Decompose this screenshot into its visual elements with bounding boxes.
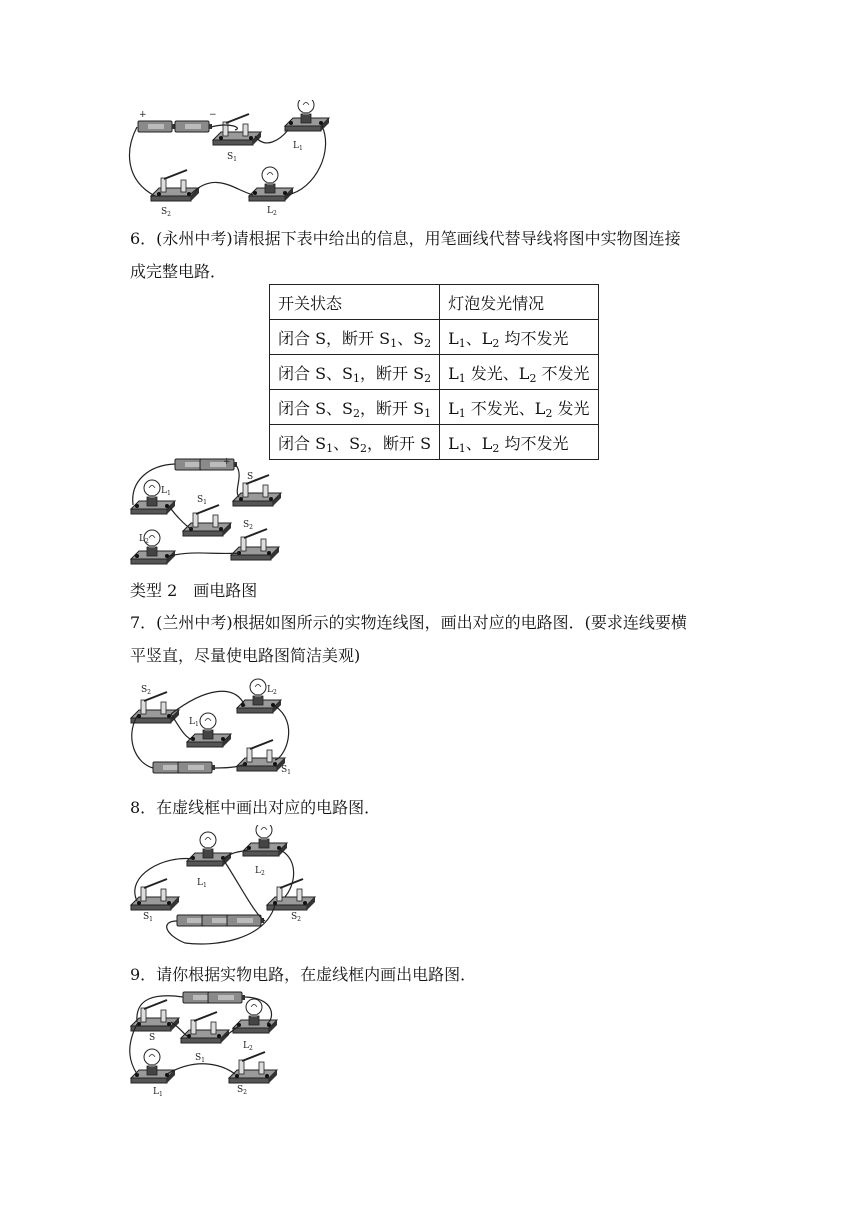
circuit-figure-q5 [125, 100, 335, 220]
table-header-cell: 灯泡发光情况 [440, 285, 598, 320]
lamp-l2-label: $L_2$ [267, 685, 277, 696]
question-6-line-1: 6．(永州中考)请根据下表中给出的信息，用笔画线代替导线将图中实物图连接 [130, 229, 681, 248]
switch-s1-label: $S_1$ [197, 495, 207, 506]
circuit-figure-q8 [125, 825, 320, 947]
circuit-figure-q6 [125, 455, 285, 567]
battery-plus-label: + [223, 457, 231, 467]
question-9-text: 9．请你根据实物电路，在虚线框内画出电路图． [130, 965, 477, 984]
question-7-line-1: 7．(兰州中考)根据如图所示的实物连线图，画出对应的电路图．(要求连线要横 [130, 613, 687, 632]
switch-lamp-table [269, 284, 599, 460]
lamp-l1-label: $L_1$ [161, 486, 171, 497]
battery-minus-label: − [209, 110, 217, 120]
question-6-line-2: 成完整电路． [130, 262, 227, 281]
section-heading: 类型 2 画电路图 [130, 581, 258, 600]
question-7-text [130, 606, 730, 672]
lamp-l1-label: $L_1$ [293, 141, 303, 152]
switch-s-label: S [149, 1033, 156, 1043]
lamp-l1-label: $L_1$ [197, 878, 207, 889]
table-cell: $L_1$ 发光、$L_2$ 不发光 [440, 355, 598, 390]
table-cell: 闭合 S、$S_1$，断开 $S_2$ [270, 355, 440, 390]
switch-s2-label: $S_2$ [141, 685, 151, 696]
lamp-l1-label: $L_1$ [153, 1087, 163, 1098]
switch-s2-label: $S_2$ [243, 520, 253, 531]
switch-s2-label: $S_2$ [237, 1085, 247, 1096]
switch-s2-label: $S_2$ [161, 207, 171, 218]
table-row [270, 425, 599, 460]
lamp-l2-label: $L_2$ [267, 206, 277, 217]
question-8-text: 8．在虚线框中画出对应的电路图． [130, 798, 381, 817]
table-cell: 闭合 S，断开 $S_1$、$S_2$ [270, 320, 440, 355]
table-row [270, 355, 599, 390]
switch-s1-label: $S_1$ [281, 765, 291, 776]
question-7-line-2: 平竖直，尽量使电路图简洁美观) [130, 646, 361, 665]
switch-s1-label: $S_1$ [143, 912, 153, 923]
table-header-row [270, 285, 599, 320]
circuit-figure-q7 [125, 678, 300, 778]
table-cell: $L_1$ 不发光、$L_2$ 发光 [440, 390, 598, 425]
table-cell: $L_1$、$L_2$ 均不发光 [440, 320, 598, 355]
switch-s1-label: $S_1$ [227, 152, 237, 163]
switch-s2-label: $S_2$ [291, 912, 301, 923]
lamp-l2-label: $L_2$ [255, 866, 265, 877]
battery-plus-label: + [139, 110, 147, 120]
table-row [270, 390, 599, 425]
table-cell: 闭合 S、$S_2$，断开 $S_1$ [270, 390, 440, 425]
lamp-l1-label: $L_1$ [189, 717, 199, 728]
table-row [270, 320, 599, 355]
table-cell: $L_1$、$L_2$ 均不发光 [440, 425, 598, 460]
circuit-figure-q9 [125, 988, 285, 1098]
lamp-l2-label: $L_2$ [139, 534, 149, 545]
switch-s1-label: $S_1$ [195, 1053, 205, 1064]
table-header-cell: 开关状态 [270, 285, 440, 320]
table-cell: 闭合 $S_1$、$S_2$，断开 S [270, 425, 440, 460]
lamp-l2-label: $L_2$ [243, 1041, 253, 1052]
switch-s-label: S [247, 472, 254, 482]
question-6-text [130, 222, 730, 288]
